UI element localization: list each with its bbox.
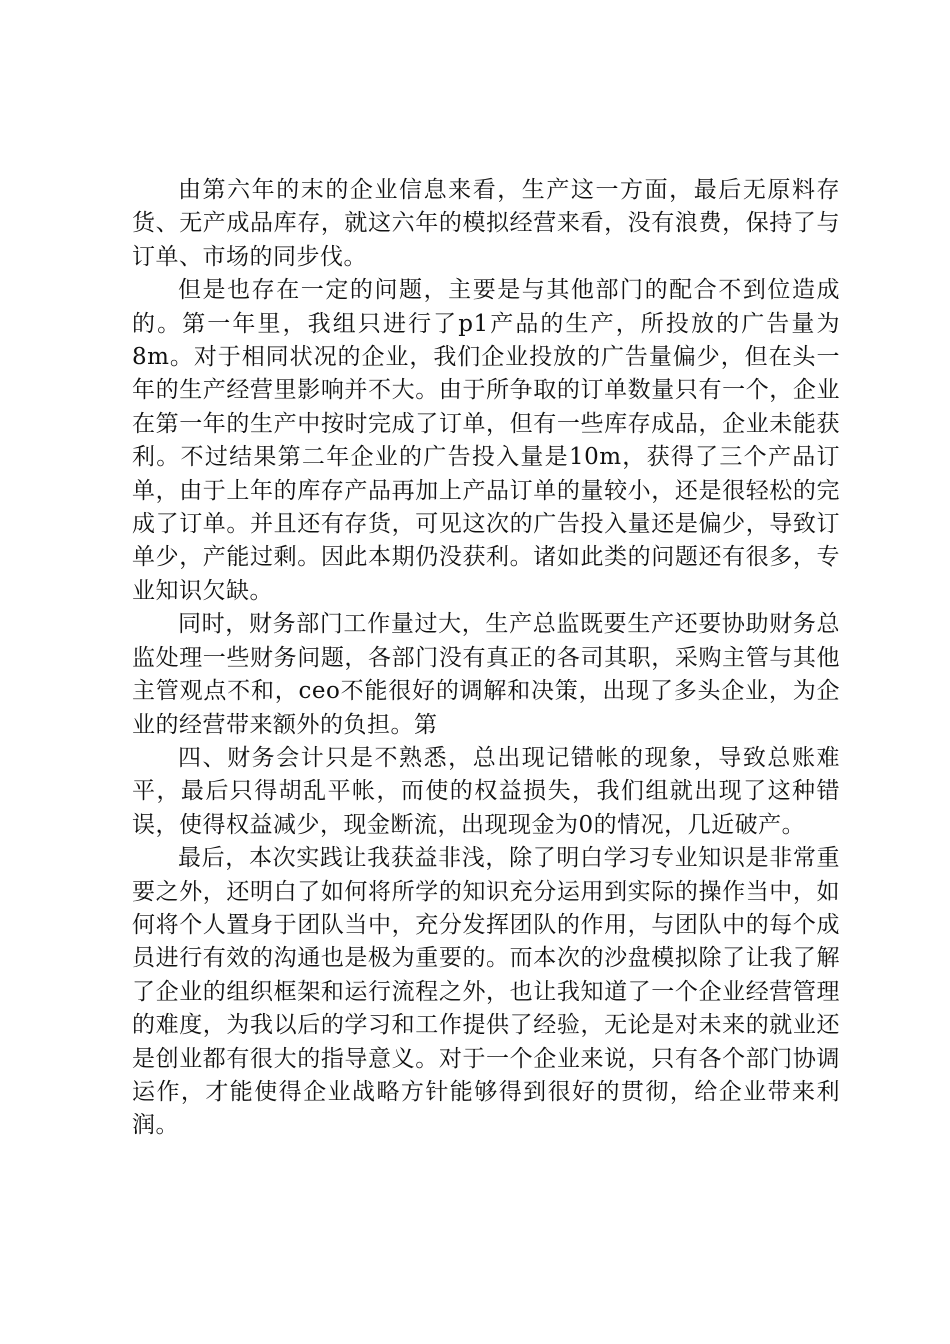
paragraph-1: 由第六年的末的企业信息来看，生产这一方面，最后无原料存货、无产成品库存，就这六年的模拟经营来看，没有浪费，保持了与订单、市场的同步伐。 <box>132 177 840 270</box>
paragraph-4: 四、财务会计只是不熟悉，总出现记错帐的现象，导致总账难平，最后只得胡乱平帐，而使的权益损失，我们组就出现了这种错误，使得权益减少，现金断流，出现现金为0的情况，几近破产。 <box>132 744 840 838</box>
paragraph-3: 同时，财务部门工作量过大，生产总监既要生产还要协助财务总监处理一些财务问题，各部门没有真正的各司其职，采购主管与其他主管观点不和，ceo不能很好的调解和决策，出现了多头企业，为企业的经营带来额外的负担。第 <box>132 611 840 738</box>
paragraph-5: 最后，本次实践让我获益非浅，除了明白学习专业知识是非常重要之外，还明白了如何将所学的知识充分运用到实际的操作当中，如何将个人置身于团队当中，充分发挥团队的作用，与团队中的每个成员进行有效的沟通也是极为重要的。而本次的沙盘模拟除了让我了解了企业的组织框架和运行流程之外，也让我知道了一个企业经营管理的难度，为我以后的学习和工作提供了经验，无论是对未来的就业还是创业都有很大的指导意义。对于一个企业来说，只有各个部门协调运作，才能使得企业战略方针能够得到很好的贯彻，给企业带来利润。 <box>132 845 840 1139</box>
document-body <box>132 174 840 1143</box>
paragraph-2: 但是也存在一定的问题，主要是与其他部门的配合不到位造成的。第一年里，我组只进行了p1产品的生产，所投放的广告量为8m。对于相同状况的企业，我们企业投放的广告量偏少，但在头一年的生产经营里影响并不大。由于所争取的订单数量只有一个，企业在第一年的生产中按时完成了订单，但有一些库存成品，企业未能获利。不过结果第二年企业的广告投入量是10m，获得了三个产品订单，由于上年的库存产品再加上产品订单的量较小，还是很轻松的完成了订单。并且还有存货，可见这次的广告投入量还是偏少，导致订单少，产能过剩。因此本期仍没获利。诸如此类的问题还有很多，专业知识欠缺。 <box>132 277 840 604</box>
